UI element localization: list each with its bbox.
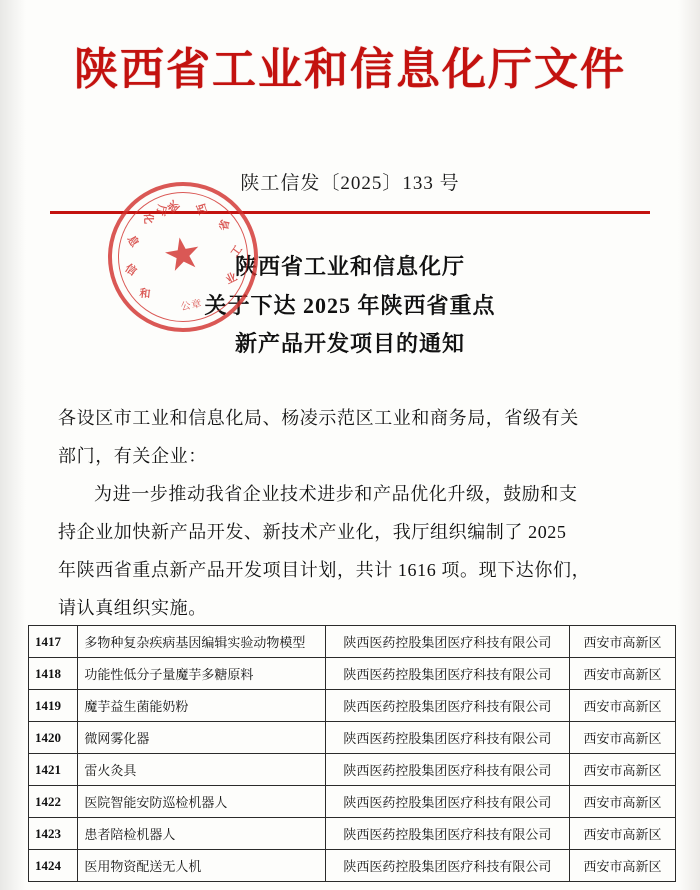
table-row [29, 626, 676, 658]
cell-project-name: 多物种复杂疾病基因编辑实验动物模型 [78, 626, 325, 658]
cell-id: 1417 [29, 626, 78, 658]
cell-project-name: 患者陪检机器人 [78, 818, 325, 850]
project-list-table [28, 625, 676, 882]
document-body [58, 400, 642, 626]
seal-char: 息 [124, 233, 141, 250]
document-title-line-1: 陕西省工业和信息化厅 [234, 254, 465, 280]
cell-id: 1420 [29, 722, 78, 754]
salutation-line-1: 各设区市工业和信息化局、杨凌示范区工业和商务局，省级有关 [58, 407, 579, 428]
cell-project-name: 功能性低分子量魔芋多糖原料 [78, 658, 325, 690]
paragraph-line-1: 为进一步推动我省企业技术进步和产品优化升级，鼓励和支 [94, 483, 578, 504]
cell-company: 陕西医药控股集团医疗科技有限公司 [325, 658, 569, 690]
cell-company: 陕西医药控股集团医疗科技有限公司 [325, 786, 569, 818]
cell-company: 陕西医药控股集团医疗科技有限公司 [325, 818, 569, 850]
cell-project-name: 医用物资配送无人机 [78, 850, 325, 882]
table-row [29, 786, 676, 818]
seal-char: 陕 [165, 197, 183, 214]
masthead [0, 0, 700, 94]
cell-id: 1424 [29, 850, 78, 882]
cell-region: 西安市高新区 [569, 690, 675, 722]
document-title-line-3: 新产品开发项目的通知 [234, 331, 465, 357]
table-row [29, 818, 676, 850]
cell-region: 西安市高新区 [569, 818, 675, 850]
table-row [29, 722, 676, 754]
cell-id: 1422 [29, 786, 78, 818]
cell-project-name: 医院智能安防巡检机器人 [78, 786, 325, 818]
paragraph-line-4: 请认真组织实施。 [58, 597, 207, 618]
cell-id: 1419 [29, 690, 78, 722]
cell-company: 陕西医药控股集团医疗科技有限公司 [325, 626, 569, 658]
table-body [29, 626, 676, 882]
seal-char: 化 [141, 212, 154, 225]
paragraph-line-2: 持企业加快新产品开发、新技术产业化，我厅组织编制了 2025 [58, 521, 567, 542]
cell-company: 陕西医药控股集团医疗科技有限公司 [325, 690, 569, 722]
seal-char: 业 [223, 271, 240, 287]
seal-char: 厅 [153, 203, 168, 217]
cell-region: 西安市高新区 [569, 626, 675, 658]
cell-region: 西安市高新区 [569, 786, 675, 818]
salutation-line-2: 部门，有关企业： [58, 445, 207, 466]
document-masthead-title: 陕西省工业和信息化厅文件 [74, 45, 626, 94]
table-row [29, 754, 676, 786]
seal-char: 工 [228, 243, 245, 260]
cell-region: 西安市高新区 [569, 722, 675, 754]
document-title [0, 248, 700, 364]
seal-char: 省 [218, 218, 232, 232]
cell-region: 西安市高新区 [569, 850, 675, 882]
paragraph-line-3: 年陕西省重点新产品开发项目计划，共计 1616 项。现下达你们， [58, 559, 591, 580]
table-row [29, 658, 676, 690]
cell-region: 西安市高新区 [569, 754, 675, 786]
cell-project-name: 微网雾化器 [78, 722, 325, 754]
seal-bottom-text: 公章 [179, 298, 204, 314]
cell-project-name: 雷火灸具 [78, 754, 325, 786]
cell-company: 陕西医药控股集团医疗科技有限公司 [325, 722, 569, 754]
seal-char: 和 [138, 287, 151, 301]
document-number: 陕工信发〔2025〕133 号 [240, 173, 460, 195]
cell-id: 1423 [29, 818, 78, 850]
cell-id: 1418 [29, 658, 78, 690]
document-title-line-2: 关于下达 2025 年陕西省重点 [204, 292, 496, 318]
table-row [29, 690, 676, 722]
cell-id: 1421 [29, 754, 78, 786]
seal-star-icon: ★ [158, 226, 207, 283]
seal-char: 信 [122, 262, 139, 279]
cell-region: 西安市高新区 [569, 658, 675, 690]
table-row [29, 850, 676, 882]
seal-char: 西 [195, 201, 211, 216]
cell-company: 陕西医药控股集团医疗科技有限公司 [325, 850, 569, 882]
red-horizontal-rule [50, 211, 650, 214]
cell-project-name: 魔芋益生菌能奶粉 [78, 690, 325, 722]
cell-company: 陕西医药控股集团医疗科技有限公司 [325, 754, 569, 786]
